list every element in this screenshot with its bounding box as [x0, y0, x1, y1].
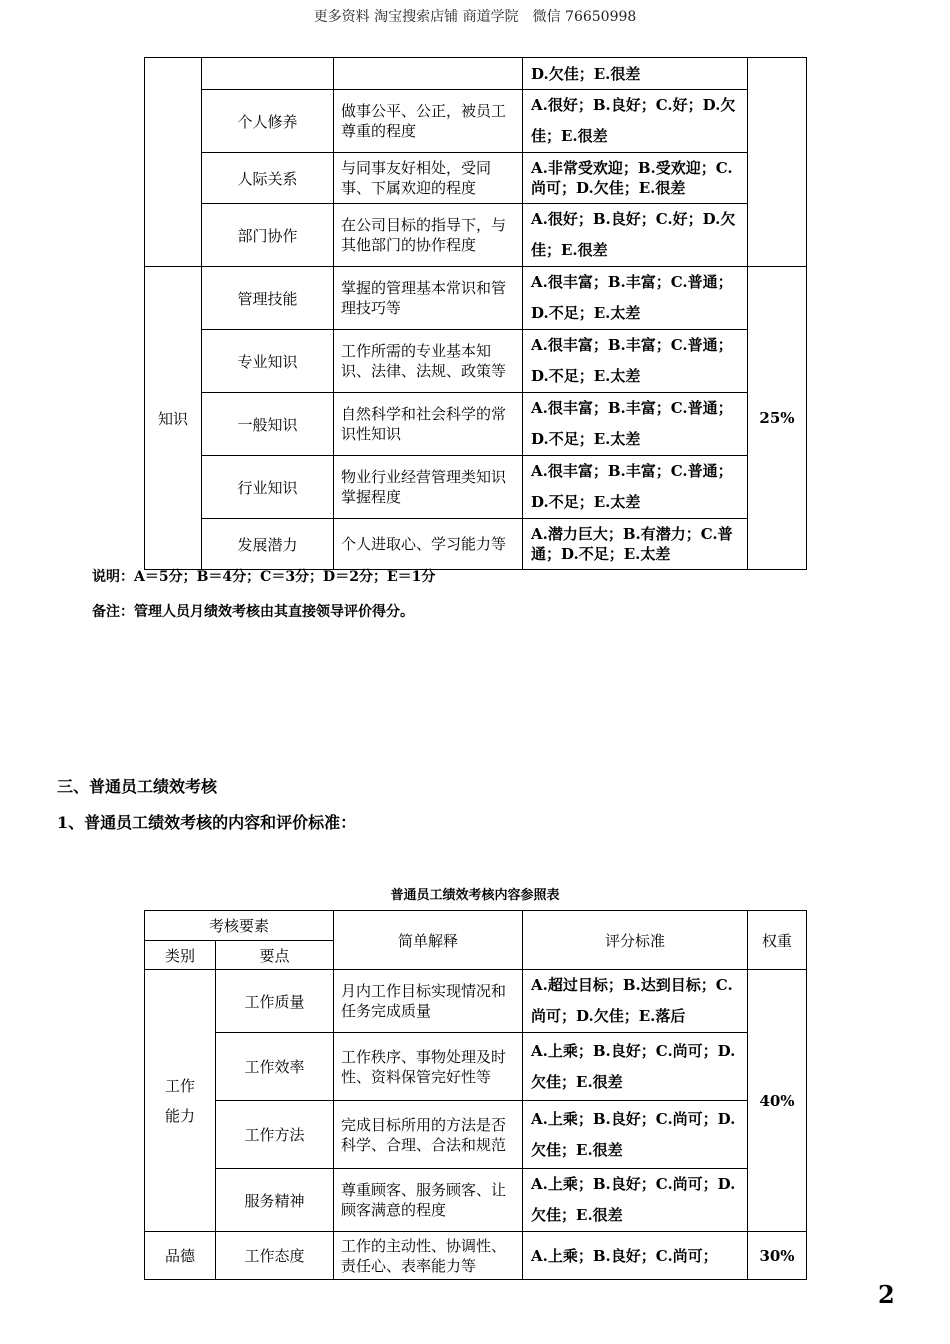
desc-cell: 工作所需的专业基本知识、法律、法规、政策等: [334, 330, 523, 393]
scale-cell: A.很丰富；B.丰富；C.普通；D.不足；E.太差: [523, 456, 748, 519]
point-cell: 个人修养: [202, 90, 334, 153]
scale-cell: A.潜力巨大；B.有潜力；C.普通；D.不足；E.太差: [523, 519, 748, 570]
point-cell: 部门协作: [202, 204, 334, 267]
weight-cell-prev: [748, 58, 807, 267]
header-desc: 简单解释: [334, 911, 523, 970]
desc-cell: 个人进取心、学习能力等: [334, 519, 523, 570]
manager-evaluation-table: [144, 57, 807, 570]
weight-ability: 40%: [748, 970, 807, 1232]
scale-cell: A.上乘；B.良好；C.尚可；D.欠佳；E.很差: [523, 1033, 748, 1101]
desc-cell: 在公司目标的指导下，与其他部门的协作程度: [334, 204, 523, 267]
category-morality: 品德: [145, 1232, 216, 1280]
category-ability-line2: 能力: [164, 1106, 195, 1125]
scale-cell: D.欠佳；E.很差: [523, 58, 748, 90]
category-ability-line1: 工作: [164, 1076, 195, 1095]
scale-cell: A.上乘；B.良好；C.尚可；D.欠佳；E.很差: [523, 1169, 748, 1232]
category-knowledge: 知识: [145, 267, 202, 570]
staff-evaluation-table: [144, 910, 807, 1280]
weight-knowledge: 25%: [748, 267, 807, 570]
scale-cell: A.很丰富；B.丰富；C.普通；D.不足；E.太差: [523, 330, 748, 393]
scale-cell: A.非常受欢迎；B.受欢迎；C.尚可；D.欠佳；E.很差: [523, 153, 748, 204]
score-explanation: 说明：A＝5分；B＝4分；C＝3分；D＝2分；E＝1分: [92, 569, 436, 585]
header-elements: 考核要素: [145, 911, 334, 941]
weight-morality: 30%: [748, 1232, 807, 1280]
scale-cell: A.很好；B.良好；C.好；D.欠佳；E.很差: [523, 90, 748, 153]
scale-cell: A.上乘；B.良好；C.尚可；D.欠佳；E.很差: [523, 1101, 748, 1169]
scale-cell: A.上乘；B.良好；C.尚可；: [523, 1232, 748, 1280]
empty-desc-cell: [334, 58, 523, 90]
desc-cell: 月内工作目标实现情况和任务完成质量: [334, 970, 523, 1033]
scale-cell: A.很好；B.良好；C.好；D.欠佳；E.很差: [523, 204, 748, 267]
header-point: 要点: [216, 941, 334, 970]
remark-note: 备注：管理人员月绩效考核由其直接领导评价得分。: [92, 604, 414, 620]
point-cell: 工作质量: [216, 970, 334, 1033]
desc-cell: 物业行业经营管理类知识掌握程度: [334, 456, 523, 519]
point-cell: 行业知识: [202, 456, 334, 519]
point-cell: 专业知识: [202, 330, 334, 393]
desc-cell: 工作的主动性、协调性、责任心、表率能力等: [334, 1232, 523, 1280]
table-caption: 普通员工绩效考核内容参照表: [390, 888, 560, 903]
point-cell: 工作方法: [216, 1101, 334, 1169]
desc-cell: 与同事友好相处，受同事、下属欢迎的程度: [334, 153, 523, 204]
header-scale: 评分标准: [523, 911, 748, 970]
desc-cell: 自然科学和社会科学的常识性知识: [334, 393, 523, 456]
category-ability: [145, 970, 216, 1232]
point-cell: 发展潜力: [202, 519, 334, 570]
point-cell: 工作态度: [216, 1232, 334, 1280]
desc-cell: 掌握的管理基本常识和管理技巧等: [334, 267, 523, 330]
page-number: 2: [878, 1280, 895, 1309]
empty-point-cell: [202, 58, 334, 90]
point-cell: 一般知识: [202, 393, 334, 456]
category-cell-prev: [145, 58, 202, 267]
desc-cell: 工作秩序、事物处理及时性、资料保管完好性等: [334, 1033, 523, 1101]
point-cell: 管理技能: [202, 267, 334, 330]
scale-cell: A.很丰富；B.丰富；C.普通；D.不足；E.太差: [523, 393, 748, 456]
section-title: 三、普通员工绩效考核: [57, 777, 218, 796]
scale-cell: A.很丰富；B.丰富；C.普通；D.不足；E.太差: [523, 267, 748, 330]
desc-cell: 尊重顾客、服务顾客、让顾客满意的程度: [334, 1169, 523, 1232]
point-cell: 服务精神: [216, 1169, 334, 1232]
desc-cell: 做事公平、公正，被员工尊重的程度: [334, 90, 523, 153]
point-cell: 人际关系: [202, 153, 334, 204]
desc-cell: 完成目标所用的方法是否科学、合理、合法和规范: [334, 1101, 523, 1169]
scale-cell: A.超过目标；B.达到目标；C.尚可；D.欠佳；E.落后: [523, 970, 748, 1033]
point-cell: 工作效率: [216, 1033, 334, 1101]
header-weight: 权重: [748, 911, 807, 970]
page-header: 更多资料 淘宝搜索店铺 商道学院 微信 76650998: [313, 9, 637, 25]
section-subtitle: 1、普通员工绩效考核的内容和评价标准：: [57, 813, 357, 832]
header-category: 类别: [145, 941, 216, 970]
